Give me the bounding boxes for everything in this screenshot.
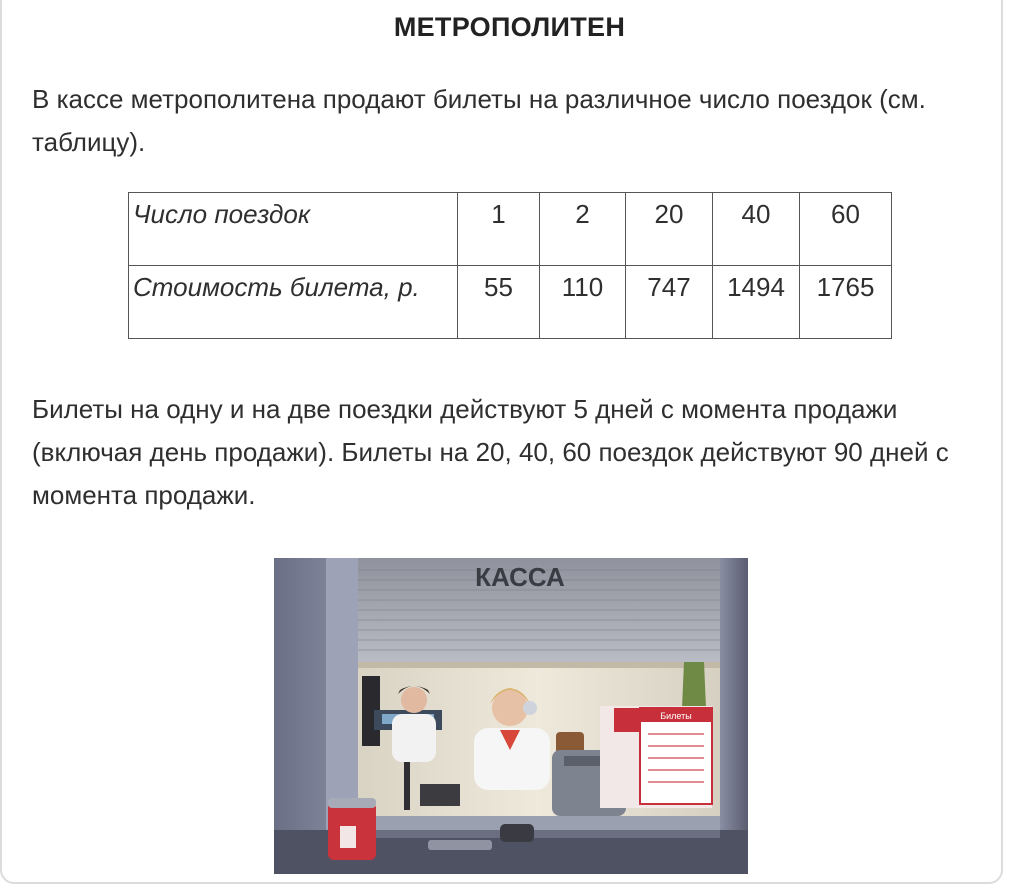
photo-illustration	[274, 558, 748, 874]
kassa-sign: КАССА	[475, 562, 565, 592]
price-table	[128, 192, 892, 339]
table-row	[129, 193, 892, 266]
page-title: МЕТРОПОЛИТЕН	[393, 12, 626, 42]
table-cell: 40	[713, 193, 800, 266]
table-row	[129, 266, 892, 339]
table-cell: 20	[626, 193, 713, 266]
table-cell: 55	[458, 266, 540, 339]
table-cell: 1	[458, 193, 540, 266]
row-label-price: Стоимость билета, р.	[129, 266, 458, 339]
ticket-office-photo	[274, 558, 748, 874]
table-cell: 2	[540, 193, 626, 266]
row-label-trips: Число поездок	[129, 193, 458, 266]
table-cell: 110	[540, 266, 626, 339]
table-cell: 1494	[713, 266, 800, 339]
poster-title: Билеты	[660, 711, 692, 721]
table-cell: 1765	[800, 266, 892, 339]
intro-paragraph: В кассе метрополитена продают билеты на различное число поездок (см. таблицу).	[32, 84, 926, 157]
table-cell: 60	[800, 193, 892, 266]
validity-paragraph: Билеты на одну и на две поездки действуют 5 дней с момента продажи (включая день продажи). Билеты на 20, 40, 60 поездок действуют 90 дней с момента продажи.	[32, 394, 949, 510]
table-cell: 747	[626, 266, 713, 339]
